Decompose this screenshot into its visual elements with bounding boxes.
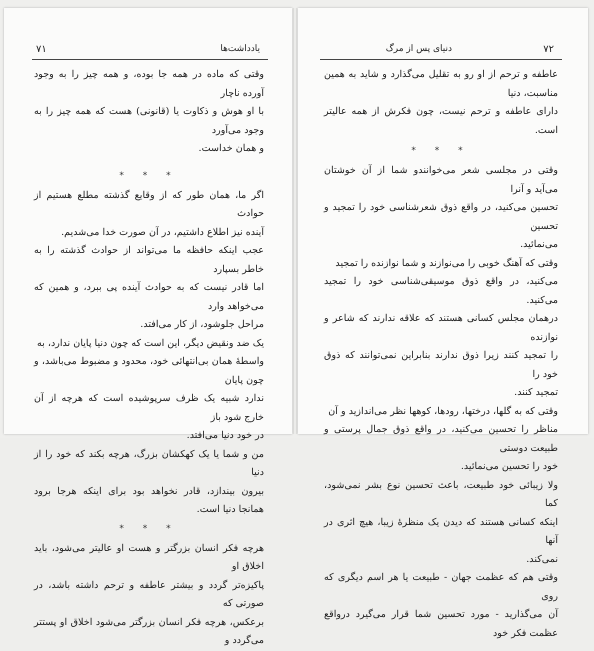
text-line: می‌کنید، در واقع ذوق موسیقی‌شناسی خود را تمجید می‌کنید. [324, 276, 558, 306]
text-line: عاطفه و ترحم از او رو به تقلیل می‌گذارد و شاید به همین مناسبت، دنیا [324, 69, 558, 99]
left-block-c [34, 540, 264, 651]
left-block-a [34, 66, 264, 159]
text-line: آینده نیز اطلاع داشتیم، در آن صورت خدا می‌شدیم. [61, 226, 264, 238]
text-line: آن می‌گذارید - مورد تحسین شما قرار می‌گیرد درواقع عظمت فکر خود [324, 609, 558, 639]
left-block-b [34, 187, 264, 520]
text-line: وقتی در مجلسی شعر می‌خوانندو شما از آن خوشتان می‌آید و آنرا [324, 165, 558, 195]
text-line: تمجید کنند. [514, 387, 558, 398]
text-line: وقتی که به گلها، درختها، رودها، کوهها نظر می‌اندازید و آن [328, 405, 558, 417]
text-line: وقتی که آهنگ خوبی را می‌نوازند و شما نوازنده را تمجید [335, 257, 558, 269]
text-line: و همان خداست. [198, 143, 264, 154]
text-line: پاکیزه‌تر گردد و بیشتر عاطفه و ترحم داشته باشد، در صورتی که [34, 579, 264, 609]
text-line: یک ضد ونقیض دیگر، این است که چون دنیا پایان ندارد، به [36, 337, 264, 349]
left-page [4, 8, 292, 646]
left-running-title: یادداشت‌ها [220, 44, 260, 54]
right-header-rule [320, 59, 562, 60]
section-separator: * * * [411, 146, 471, 156]
section-separator: * * * [119, 170, 179, 181]
text-line: برعکس، هرچه فکر انسان بزرگتر می‌شود اخلاق او پستتر می‌گردد و [34, 616, 264, 646]
text-line: تحسین می‌کنید، در واقع ذوق شعرشناسی خود را تمجید و تحسین [324, 202, 558, 232]
right-block-a [324, 66, 558, 140]
text-line: در خود دنیا می‌افتد. [186, 430, 264, 441]
text-line: را تمجید کنند زیرا ذوق ندارند بنابراین نمی‌توانند که ذوق خود را [324, 350, 558, 380]
section-separator: * * * [119, 523, 179, 534]
left-page-body [34, 66, 264, 651]
text-line: اینکه کسانی هستند که دیدن یک منظرهٔ زیبا، هیچ اثری در آنها [324, 516, 558, 546]
right-block-b [324, 162, 558, 643]
text-line: وقتی هم که عظمت جهان - طبیعت یا هر اسم دیگری که روی [324, 572, 558, 602]
text-line: وقتی که ماده در همه جا بوده، و همه چیز را به وجود آورده ناچار [34, 69, 264, 99]
text-line: مراحل جلوشود، از کار می‌افتد. [140, 319, 264, 330]
text-line: مناظر را تحسین می‌کنید، در واقع ذوق جمال پرستی و طبیعت دوستی [324, 424, 558, 454]
book-gutter [293, 8, 297, 434]
text-line: واسطهٔ همان بی‌انتهائی خود، محدود و مضبوط می‌باشد، و چون پایان [34, 356, 264, 386]
text-line: بیرون بیندازد، قادر نخواهد بود برای اینکه هرجا برود همانجا دنیا است. [34, 485, 264, 515]
right-running-title: دنیای پس از مرگ [385, 44, 452, 54]
right-page-number: ۷۲ [543, 44, 554, 55]
left-page-header [30, 44, 266, 58]
text-line: من و شما یا یک کهکشان بزرگ، هرچه بکند که خود را از دنیا [34, 448, 264, 478]
left-page-number: ۷۱ [36, 44, 47, 55]
text-line: با او هوش و ذکاوت یا (قانونی) هست که همه چیز را به وجود می‌آورد [34, 106, 264, 136]
text-line: عجب اینکه حافظه ما می‌تواند از حوادث گذشته را به خاطر بسپارد [34, 245, 264, 275]
text-line: دارای عاطفه و ترحم نیست، چون فکرش از همه عالیتر است. [324, 106, 558, 136]
right-page-header [320, 44, 562, 58]
text-line: اما قادر نیست که به حوادث آینده پی ببرد، و همین که می‌خواهد وارد [34, 282, 264, 312]
text-line: می‌نمائید. [520, 239, 558, 250]
text-line: اگر ما، همان طور که از وقایع گذشته مطلع هستیم از حوادث [34, 189, 264, 219]
text-line: ندارد شبیه یک ظرف سرپوشیده است که هرچه از آن خارج شود باز [34, 393, 264, 423]
text-line: خود را تحسین می‌نمائید. [460, 461, 558, 472]
text-line: ولا زیبائی خود طبیعت، باعث تحسین نوع بشر نمی‌شود، کما [324, 479, 558, 509]
left-header-rule [32, 59, 268, 60]
text-line: درهمان مجلس کسانی هستند که علاقه ندارند که شاعر و نوازنده [324, 313, 558, 343]
right-page-body [324, 66, 558, 643]
text-line: هرچه فکر انسان بزرگتر و هست او عالیتر می‌شود، باید اخلاق او [34, 542, 264, 572]
right-page [298, 8, 588, 639]
text-line: نمی‌کند. [526, 553, 558, 565]
